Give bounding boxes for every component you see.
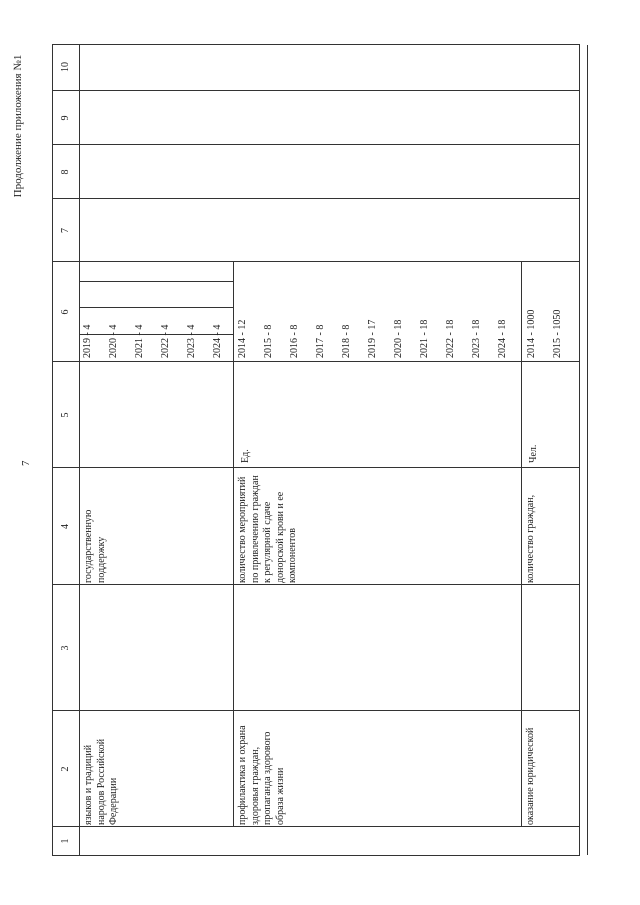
- block3-col2: оказание юридической: [525, 727, 536, 825]
- block2-col2: профилактика и охрана здоровья граждан, пропаганда здорового образа жизни: [237, 725, 286, 825]
- col-divider: [53, 198, 579, 199]
- block1-col2: языков и традиций народов Российской Федерации: [83, 738, 119, 825]
- col-divider: [53, 584, 579, 585]
- block3-col4: количество граждан,: [525, 494, 536, 583]
- page-number: 7: [20, 460, 32, 466]
- block2-col6-value: 2021 - 18: [419, 319, 430, 358]
- block2-col6-value: 2020 - 18: [393, 319, 404, 358]
- block2-col6-value: 2022 - 18: [445, 319, 456, 358]
- header-3: 3: [60, 645, 71, 651]
- col-divider: [53, 90, 579, 91]
- header-4: 4: [60, 524, 71, 529]
- header-10: 10: [60, 62, 71, 72]
- block1-col6-value: 2024 - 4: [212, 324, 223, 358]
- block1-col4: государственную поддержку: [83, 509, 107, 583]
- block1-col6-value: 2022 - 4: [160, 324, 171, 358]
- col-divider: [53, 261, 579, 262]
- header-divider: [79, 45, 80, 855]
- header-7: 7: [60, 228, 71, 233]
- col-divider: [53, 144, 579, 145]
- block2-unit: Ед.: [240, 449, 251, 463]
- header-6: 6: [60, 309, 71, 315]
- col-divider: [53, 710, 579, 711]
- block-divider: [233, 262, 234, 827]
- header-1: 1: [60, 838, 71, 844]
- col-divider: [53, 826, 579, 827]
- block2-col6-value: 2016 - 8: [289, 324, 300, 358]
- block1-col6-value: 2021 - 4: [134, 324, 145, 358]
- header-8: 8: [60, 169, 71, 175]
- header-2: 2: [60, 766, 71, 772]
- table-grid: [52, 44, 580, 856]
- header-9: 9: [60, 115, 71, 121]
- col-divider: [53, 361, 579, 362]
- col-divider: [53, 467, 579, 468]
- block2-col6-value: 2019 - 17: [367, 319, 378, 358]
- block2-col4: количество мероприятий по привлечению граждан к регулярной сдаче донорской крови и ее компонентов: [237, 475, 298, 583]
- block3-col6-value: 2015 - 1050: [552, 309, 563, 358]
- block2-col6-value: 2018 - 8: [341, 324, 352, 358]
- subrow-divider: [79, 281, 233, 282]
- block3-unit: Чел.: [528, 444, 539, 463]
- block1-col6-value: 2019 - 4: [82, 324, 93, 358]
- col6-col7-divider: [587, 45, 588, 855]
- continuation-label: Продолжение приложения №1: [12, 54, 24, 198]
- block3-col6-value: 2014 - 1000: [526, 309, 537, 358]
- subrow-divider: [79, 307, 233, 308]
- rotated-table: [52, 44, 580, 856]
- header-5: 5: [60, 412, 71, 418]
- block2-col6-value: 2024 - 18: [497, 319, 508, 358]
- block2-col6-value: 2017 - 8: [315, 324, 326, 358]
- block-divider: [521, 262, 522, 827]
- subrow-divider: [79, 334, 233, 335]
- block2-col6-value: 2023 - 18: [471, 319, 482, 358]
- block1-col6-value: 2023 - 4: [186, 324, 197, 358]
- block1-col6-value: 2020 - 4: [108, 324, 119, 358]
- block2-col6-value: 2014 - 12: [237, 319, 248, 358]
- block2-col6-value: 2015 - 8: [263, 324, 274, 358]
